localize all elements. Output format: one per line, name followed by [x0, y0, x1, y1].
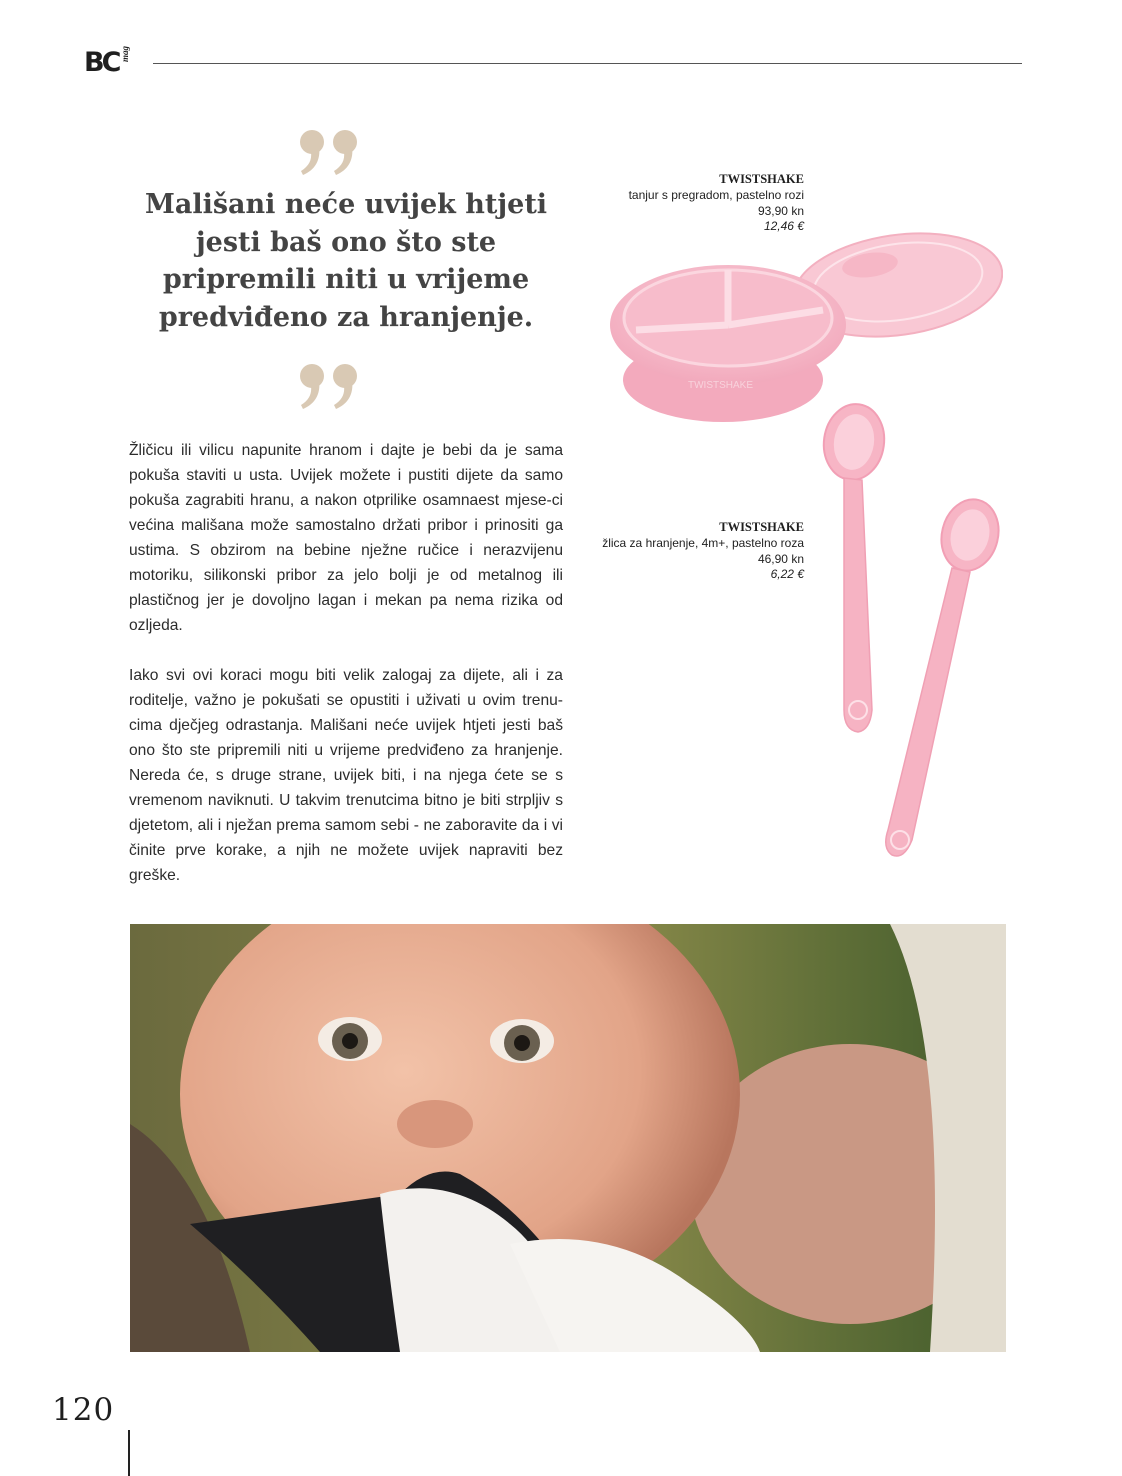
header-rule: [153, 63, 1022, 64]
body-paragraph-1: Žličicu ili vilicu napunite hranom i dajte je bebi da je sama pokuša staviti u usta. Uvijek možete i pustiti dijete da samo pokuša zagrabiti hranu, a nakon otprilike osamnaest mjese-ci većina mališana može samostalno držati pribor i prinositi ga ustima. S obzirom na bebine nježne ručice i nerazvijenu motoriku, silikonski pribor za jelo bolji je od metalnog ili plastičnog jer je dovoljno lagan i mekan pa nema rizika od ozljeda.: [129, 442, 563, 634]
product-info-plate: [560, 172, 804, 235]
pull-quote: Mališani neće uvijek htjeti jesti baš ono što ste pripremili niti u vrijeme predviđeno za hranjenje.: [144, 189, 548, 333]
product-info-spoon: [560, 520, 804, 583]
product-brand: TWISTSHAKE: [719, 172, 804, 186]
product-name: žlica za hranjenje, 4m+, pastelno roza: [602, 535, 804, 550]
baby-photo-illustration: [130, 924, 1006, 1352]
svg-text:TWISTSHAKE: TWISTSHAKE: [688, 380, 754, 391]
product-brand: TWISTSHAKE: [719, 520, 804, 534]
feeding-spoons-image: [812, 400, 1012, 870]
logo-main-text: BC: [84, 47, 119, 78]
product-price-kn: 93,90 kn: [757, 203, 804, 218]
baby-photo: [130, 924, 1006, 1352]
page-rule: [128, 1430, 130, 1476]
magazine-logo: [84, 45, 134, 80]
logo-sub-text: mag: [120, 45, 130, 62]
closing-quote-icon: [297, 362, 367, 412]
product-price-eur: 6,22 €: [770, 567, 804, 582]
page-number: 120: [52, 1392, 115, 1428]
product-price-eur: 12,46 €: [763, 219, 804, 234]
body-paragraph-2: Iako svi ovi koraci mogu biti velik zalogaj za dijete, ali i za roditelje, važno je pokušati se opustiti i uživati u ovim trenu-cima dječjeg odrastanja. Mališani neće uvijek htjeti jesti baš ono što ste pripremili niti u vrijeme predviđeno za hranjenje. Nereda će, s druge strane, uvijek biti, i na njega ćete se s vremenom naviknuti. U takvim trenutcima bitno je biti strpljiv s djetetom, ali i nježan prema samom sebi - ne zaboravite da i vi činite prve korake, a njih ne možete uvijek napraviti bez greške.: [129, 667, 563, 884]
product-price-kn: 46,90 kn: [757, 551, 804, 566]
opening-quote-icon: [297, 128, 367, 178]
product-name: tanjur s pregradom, pastelno rozi: [628, 187, 804, 202]
